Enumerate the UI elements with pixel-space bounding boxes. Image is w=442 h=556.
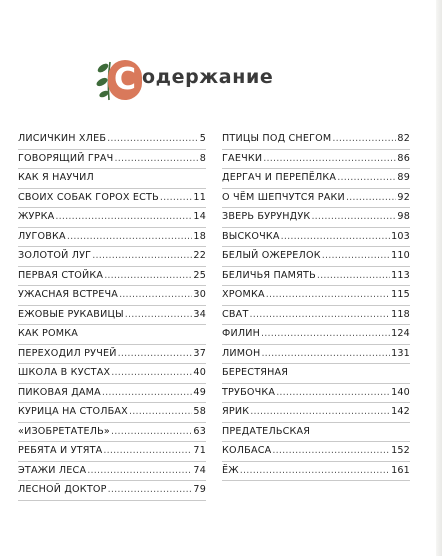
toc-entry (18, 442, 206, 462)
toc-entry (18, 306, 206, 326)
toc-leader-dots (281, 228, 390, 246)
toc-leader-dots (114, 150, 198, 168)
toc-entry (18, 403, 206, 423)
toc-leader-dots (240, 462, 390, 480)
toc-entry (18, 208, 206, 228)
toc-entry (222, 364, 410, 384)
toc-leader-dots (250, 403, 390, 421)
toc-leader-dots (337, 169, 396, 187)
toc-entry-page: 124 (391, 328, 410, 339)
toc-entry (18, 345, 206, 365)
toc-entry-page: 118 (391, 308, 410, 320)
toc-entry-page: 58 (193, 406, 206, 417)
toc-leader-dots (108, 481, 193, 499)
toc-entry-title: СВОИХ СОБАК ГОРОХ ЕСТЬ (18, 191, 159, 203)
toc-entry-page: 79 (193, 484, 206, 495)
toc-leader-dots (129, 403, 192, 421)
toc-entry-page: 152 (391, 445, 410, 456)
toc-entry-title: ЗОЛОТОЙ ЛУГ (18, 250, 92, 261)
toc-leader-dots (311, 208, 396, 226)
toc-entry-title: БЕЛЫЙ ОЖЕРЕЛОК (222, 250, 321, 261)
toc-entry-title: КОЛБАСА (222, 445, 272, 456)
toc-leader-dots (67, 228, 193, 246)
toc-entry-page: 14 (193, 211, 206, 222)
toc-leader-dots (317, 267, 390, 285)
toc-leader-dots (346, 189, 396, 207)
toc-entry (18, 423, 206, 443)
toc-entry-title: УЖАСНАЯ ВСТРЕЧА (18, 289, 119, 300)
toc-entry-title: ЖУРКА (18, 211, 55, 222)
toc-leader-dots (266, 286, 390, 304)
toc-leader-dots (261, 325, 390, 343)
toc-entry-page: 49 (193, 386, 206, 398)
toc-leader-dots (104, 267, 192, 285)
toc-entry (222, 189, 410, 209)
toc-entry-page: 5 (199, 133, 206, 144)
toc-entry-page: 8 (199, 152, 206, 164)
toc-entry (222, 228, 410, 248)
toc-entry-title: ЛИМОН (222, 347, 261, 359)
toc-entry (222, 150, 410, 170)
toc-entry (18, 189, 206, 209)
toc-entry (18, 169, 206, 189)
toc-entry-title: ЁЖ (222, 464, 239, 476)
toc-entry-title: О ЧЁМ ШЕПЧУТСЯ РАКИ (222, 191, 345, 203)
toc-entry-page: 115 (391, 289, 410, 300)
toc-entry-page: 98 (397, 211, 410, 222)
toc-left-column (18, 130, 206, 501)
toc-entry-page: 113 (391, 269, 410, 281)
toc-leader-dots (111, 364, 192, 382)
toc-entry-page: 161 (391, 464, 410, 476)
heading-initial: С (108, 60, 142, 100)
toc-entry (222, 267, 410, 287)
toc-leader-dots (276, 384, 390, 402)
toc-entry-title: ЗВЕРЬ БУРУНДУК (222, 211, 311, 222)
toc-entry-title: ДЕРГАЧ И ПЕРЕПЁЛКА (222, 172, 337, 183)
toc-entry-page: 103 (391, 230, 410, 242)
toc-entry (18, 384, 206, 404)
toc-leader-dots (102, 384, 192, 402)
toc-entry (222, 247, 410, 267)
toc-entry-title: ЛУГОВКА (18, 230, 66, 242)
toc-leader-dots (103, 442, 192, 460)
toc-entry (18, 228, 206, 248)
toc-entry-page: 30 (193, 289, 206, 300)
toc-entry-page: 34 (193, 308, 206, 320)
toc-entry-title: КУРИЦА НА СТОЛБАХ (18, 406, 128, 417)
toc-leader-dots (119, 286, 192, 304)
toc-entry-title: ПЕРВАЯ СТОЙКА (18, 269, 104, 281)
toc-leader-dots (272, 442, 390, 460)
heading-title-rest: одержание (142, 66, 274, 88)
toc-entry-title: ПТИЦЫ ПОД СНЕГОМ (222, 133, 332, 144)
toc-entry (222, 130, 410, 150)
toc-entry-page: 22 (193, 250, 206, 261)
toc-entry (222, 442, 410, 462)
toc-entry-page: 63 (193, 425, 206, 437)
toc-entry-title: БЕЛИЧЬЯ ПАМЯТЬ (222, 269, 316, 281)
toc-entry (222, 345, 410, 365)
toc-leader-dots (87, 462, 192, 480)
toc-leader-dots (332, 130, 396, 148)
toc-entry (222, 169, 410, 189)
toc-entry (18, 247, 206, 267)
toc-entry (18, 325, 206, 345)
toc-entry-title: СВАТ (222, 308, 249, 320)
toc-leader-dots (263, 150, 396, 168)
toc-leader-dots (107, 130, 199, 148)
toc-entry-title: ВЫСКОЧКА (222, 230, 280, 242)
toc-leader-dots (261, 345, 390, 363)
toc-entry (222, 306, 410, 326)
toc-entry-title: КАК РОМКА (18, 328, 79, 339)
toc-entry-title: БЕРЕСТЯНАЯ (222, 367, 289, 378)
toc-entry-page: 140 (391, 386, 410, 398)
toc-entry-title: «ИЗОБРЕТАТЕЛЬ» (18, 425, 110, 437)
toc-entry-title: ЛИСИЧКИН ХЛЕБ (18, 133, 107, 144)
toc-leader-dots (125, 306, 193, 324)
toc-entry-title: ПЕРЕХОДИЛ РУЧЕЙ (18, 347, 117, 359)
toc-entry (18, 267, 206, 287)
toc-entry-page: 82 (397, 133, 410, 144)
toc-entry-page: 92 (397, 191, 410, 203)
toc-entry-page: 89 (397, 172, 410, 183)
toc-entry (222, 462, 410, 482)
toc-entry-title: ГАЕЧКИ (222, 152, 263, 164)
toc-entry (222, 423, 410, 443)
toc-entry (222, 286, 410, 306)
toc-entry (18, 481, 206, 501)
toc-entry-page: 131 (391, 347, 410, 359)
toc-entry-page: 74 (193, 464, 206, 476)
toc-entry-title: ПРЕДАТЕЛЬСКАЯ (222, 425, 311, 437)
toc-entry-page: 25 (193, 269, 206, 281)
toc-entry (18, 364, 206, 384)
toc-entry-title: ТРУБОЧКА (222, 386, 276, 398)
toc-entry-title: ФИЛИН (222, 328, 261, 339)
toc-entry (222, 325, 410, 345)
toc-entry-page: 142 (391, 406, 410, 417)
toc-entry (18, 150, 206, 170)
toc-leader-dots (322, 247, 390, 265)
toc-entry (18, 462, 206, 482)
toc-entry (18, 286, 206, 306)
toc-entry (222, 403, 410, 423)
toc-entry-page: 18 (193, 230, 206, 242)
toc-entry-page: 40 (193, 367, 206, 378)
toc-entry-title: РЕБЯТА И УТЯТА (18, 445, 103, 456)
toc-entry-page: 37 (193, 347, 206, 359)
toc-entry-page: 86 (397, 152, 410, 164)
toc-leader-dots (250, 306, 391, 324)
toc-right-column (222, 130, 410, 481)
toc-leader-dots (55, 208, 192, 226)
page-edge-shadow (436, 0, 442, 556)
toc-entry-title: ГОВОРЯЩИЙ ГРАЧ (18, 152, 114, 164)
toc-leader-dots (111, 423, 192, 441)
toc-entry-title: ХРОМКА (222, 289, 265, 300)
toc-entry-title: КАК Я НАУЧИЛ (18, 172, 94, 183)
toc-entry (18, 130, 206, 150)
toc-leader-dots (92, 247, 192, 265)
toc-entry-title: ЯРИК (222, 406, 250, 417)
toc-entry (222, 208, 410, 228)
toc-leader-dots (160, 189, 193, 207)
toc-entry (222, 384, 410, 404)
toc-entry-title: ЛЕСНОЙ ДОКТОР (18, 484, 107, 495)
toc-entry-page: 71 (193, 445, 206, 456)
toc-entry-page: 11 (193, 191, 206, 203)
toc-entry-page: 110 (391, 250, 410, 261)
toc-entry-title: ЭТАЖИ ЛЕСА (18, 464, 87, 476)
toc-leader-dots (118, 345, 193, 363)
toc-entry-title: ПИКОВАЯ ДАМА (18, 386, 101, 398)
toc-entry-title: ШКОЛА В КУСТАХ (18, 367, 111, 378)
toc-entry-title: ЕЖОВЫЕ РУКАВИЦЫ (18, 308, 124, 320)
